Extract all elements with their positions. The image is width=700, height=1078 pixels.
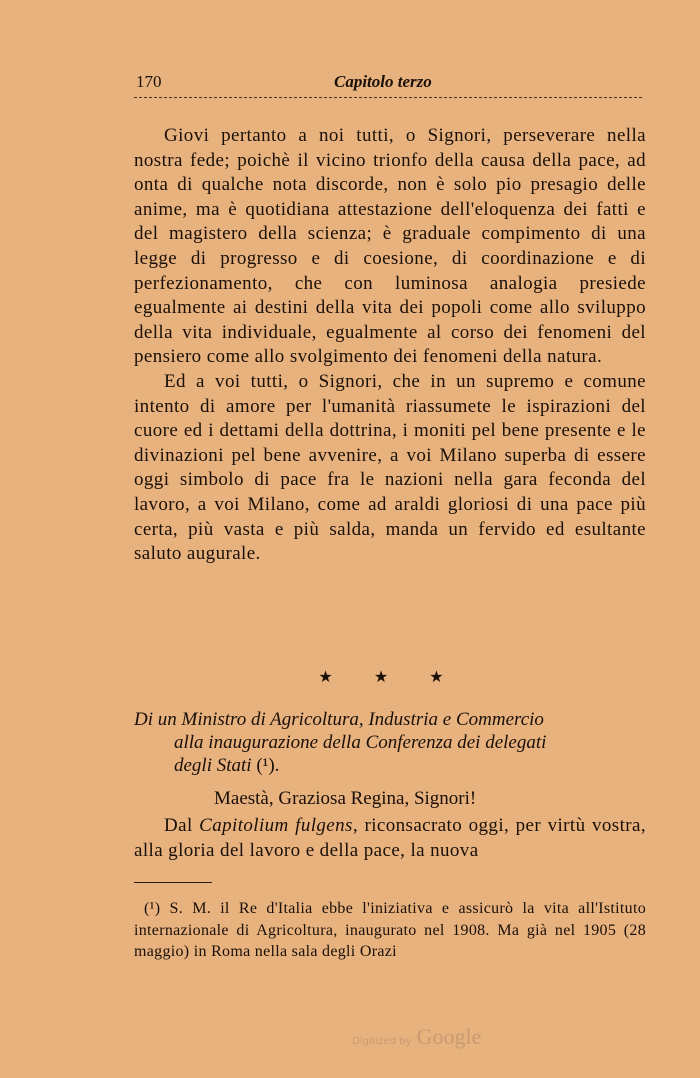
speech-text [134, 814, 646, 863]
header-rule [134, 97, 642, 98]
salutation: Maestà, Graziosa Regina, Signori! [214, 788, 477, 809]
heading-line-text: alla inaugurazione della Conferenza dei delegati [174, 732, 547, 753]
digitized-watermark [352, 1024, 481, 1050]
paragraph: Giovi pertanto a noi tutti, o Signori, perseverare nella nostra fede; poichè il vicino trionfo della causa della pace, ad onta di qualche nota discorde, non è solo pio presagio delle anime, ma è quotidiana attestazione dell'eloquenza dei fatti e del magistero della scienza; è graduale compimento di una legge di progresso e di coesione, di coordinazione e di perfezionamento, che con luminosa analogia presiede egualmente ai destini della vita dei popoli come allo sviluppo della vita individuale, egualmente al corso dei fenomeni del pensiero come allo svolgimento dei fenomeni della natura. [134, 125, 646, 368]
speech-rest: riconsacrato oggi, per virtù vostra, alla gloria del lavoro e della pace, la nuova [134, 815, 646, 861]
paragraph: Ed a voi tutti, o Signori, che in un supremo e comune intento di amore per l'umanità riassumete le ispirazioni del cuore ed i dettami della dottrina, i moniti pel bene presente e le divinazioni pel bene avvenire, a voi Milano superba di essere oggi simbolo di pace fra le nazioni nella gara feconda del lavoro, a voi Milano, come ad araldi gloriosi di una pace più certa, più vasta e più salda, manda un fervido ed esultante saluto augurale. [134, 370, 646, 565]
heading-line-text: degli Stati [174, 755, 252, 776]
body-text [134, 124, 646, 567]
section-heading [134, 708, 646, 777]
page-number: 170 [136, 72, 162, 91]
heading-line [134, 731, 646, 754]
footnote-reference: (¹). [256, 755, 280, 776]
heading-line: Di un Ministro di Agricoltura, Industria e Commercio [134, 709, 544, 730]
watermark-brand: Google [416, 1024, 482, 1049]
footnote: (¹) S. M. il Re d'Italia ebbe l'iniziativa e assicurò la vita all'Istituto internazionale di Agricoltura, inaugurato nel 1908. Ma già nel 1905 (28 maggio) in Roma nella sala degli Orazi [134, 900, 646, 960]
footnote-rule [134, 882, 212, 883]
speech-start: Dal [164, 815, 193, 836]
speech-italic: Capitolium fulgens, [199, 815, 358, 836]
section-separator: ★ ★ ★ [318, 667, 462, 686]
running-title: Capitolo terzo [334, 72, 432, 91]
heading-line [134, 754, 646, 777]
watermark-prefix: Digitized by [352, 1036, 412, 1047]
page-header [134, 72, 646, 94]
